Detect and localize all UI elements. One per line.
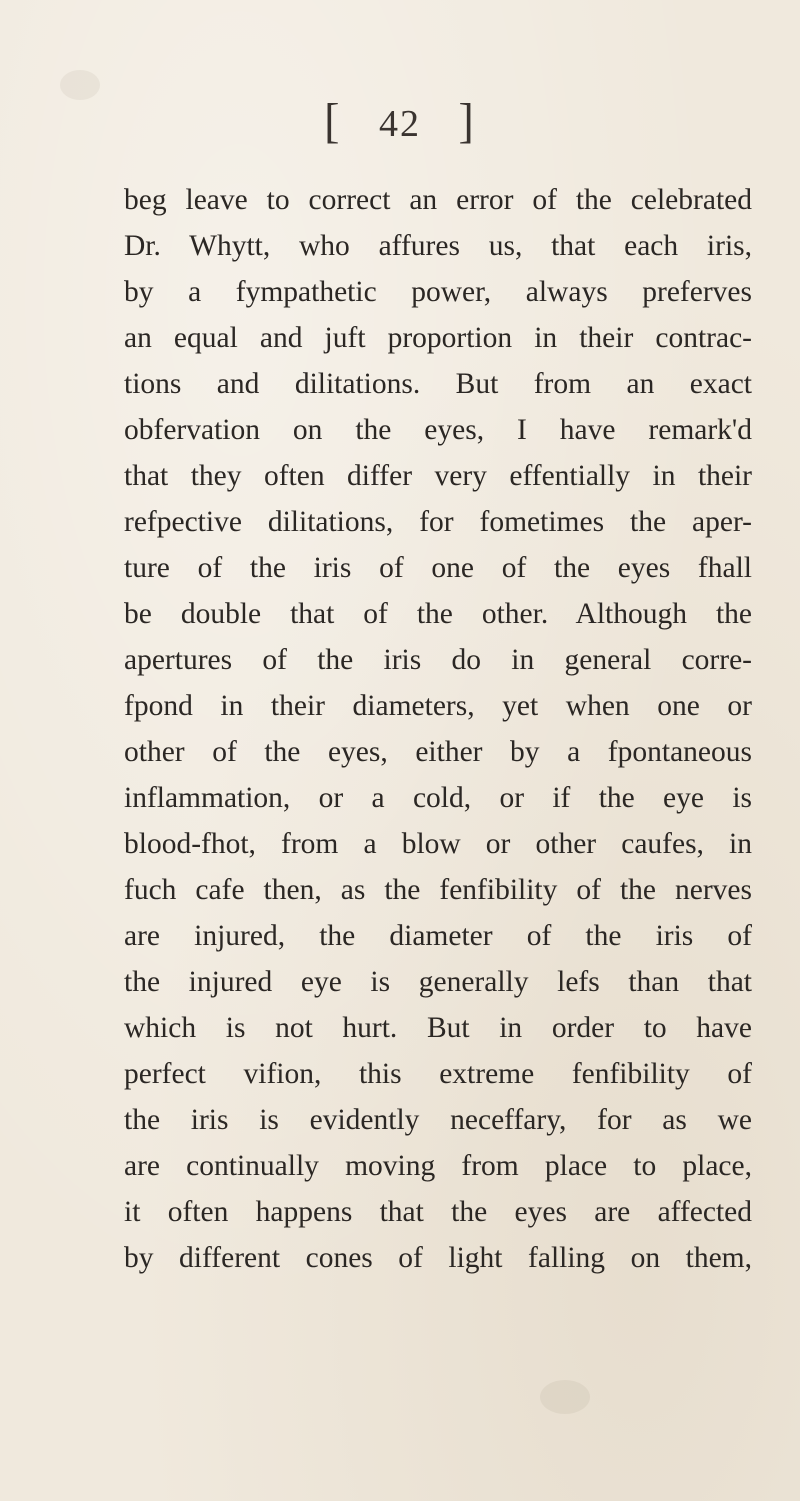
page-number — [0, 94, 800, 147]
page-number-bracket-right: ] — [458, 93, 476, 148]
text-line: which is not hurt. But in order to have — [124, 1012, 752, 1044]
text-line: beg leave to correct an error of the celebrated — [124, 184, 752, 216]
text-line: that they often differ very effentially in their — [124, 460, 752, 492]
text-line: tions and dilitations. But from an exact — [124, 368, 752, 400]
text-line: it often happens that the eyes are affected — [124, 1196, 752, 1228]
text-line: an equal and juft proportion in their contrac- — [124, 322, 752, 354]
text-line: Dr. Whytt, who affures us, that each iris, — [124, 230, 752, 262]
text-line: ture of the iris of one of the eyes fhall — [124, 552, 752, 584]
page-number-value: 42 — [379, 103, 421, 145]
text-line: other of the eyes, either by a fpontaneous — [124, 736, 752, 768]
text-line: fuch cafe then, as the fenfibility of the nerves — [124, 874, 752, 906]
text-line: refpective dilitations, for fometimes the aper- — [124, 506, 752, 538]
text-line: blood-fhot, from a blow or other caufes, in — [124, 828, 752, 860]
text-line: perfect vifion, this extreme fenfibility of — [124, 1058, 752, 1090]
page-number-bracket-left: [ — [324, 93, 342, 148]
text-line: by different cones of light falling on them, — [124, 1242, 752, 1274]
text-line: the injured eye is generally lefs than that — [124, 966, 752, 998]
paper-stain — [540, 1380, 590, 1414]
text-line: inflammation, or a cold, or if the eye is — [124, 782, 752, 814]
text-line: obfervation on the eyes, I have remark'd — [124, 414, 752, 446]
text-line: apertures of the iris do in general corre- — [124, 644, 752, 676]
text-line: are continually moving from place to place, — [124, 1150, 752, 1182]
text-line: by a fympathetic power, always preferves — [124, 276, 752, 308]
text-line: fpond in their diameters, yet when one or — [124, 690, 752, 722]
text-line: are injured, the diameter of the iris of — [124, 920, 752, 952]
text-line: be double that of the other. Although the — [124, 598, 752, 630]
text-line: the iris is evidently neceffary, for as we — [124, 1104, 752, 1136]
